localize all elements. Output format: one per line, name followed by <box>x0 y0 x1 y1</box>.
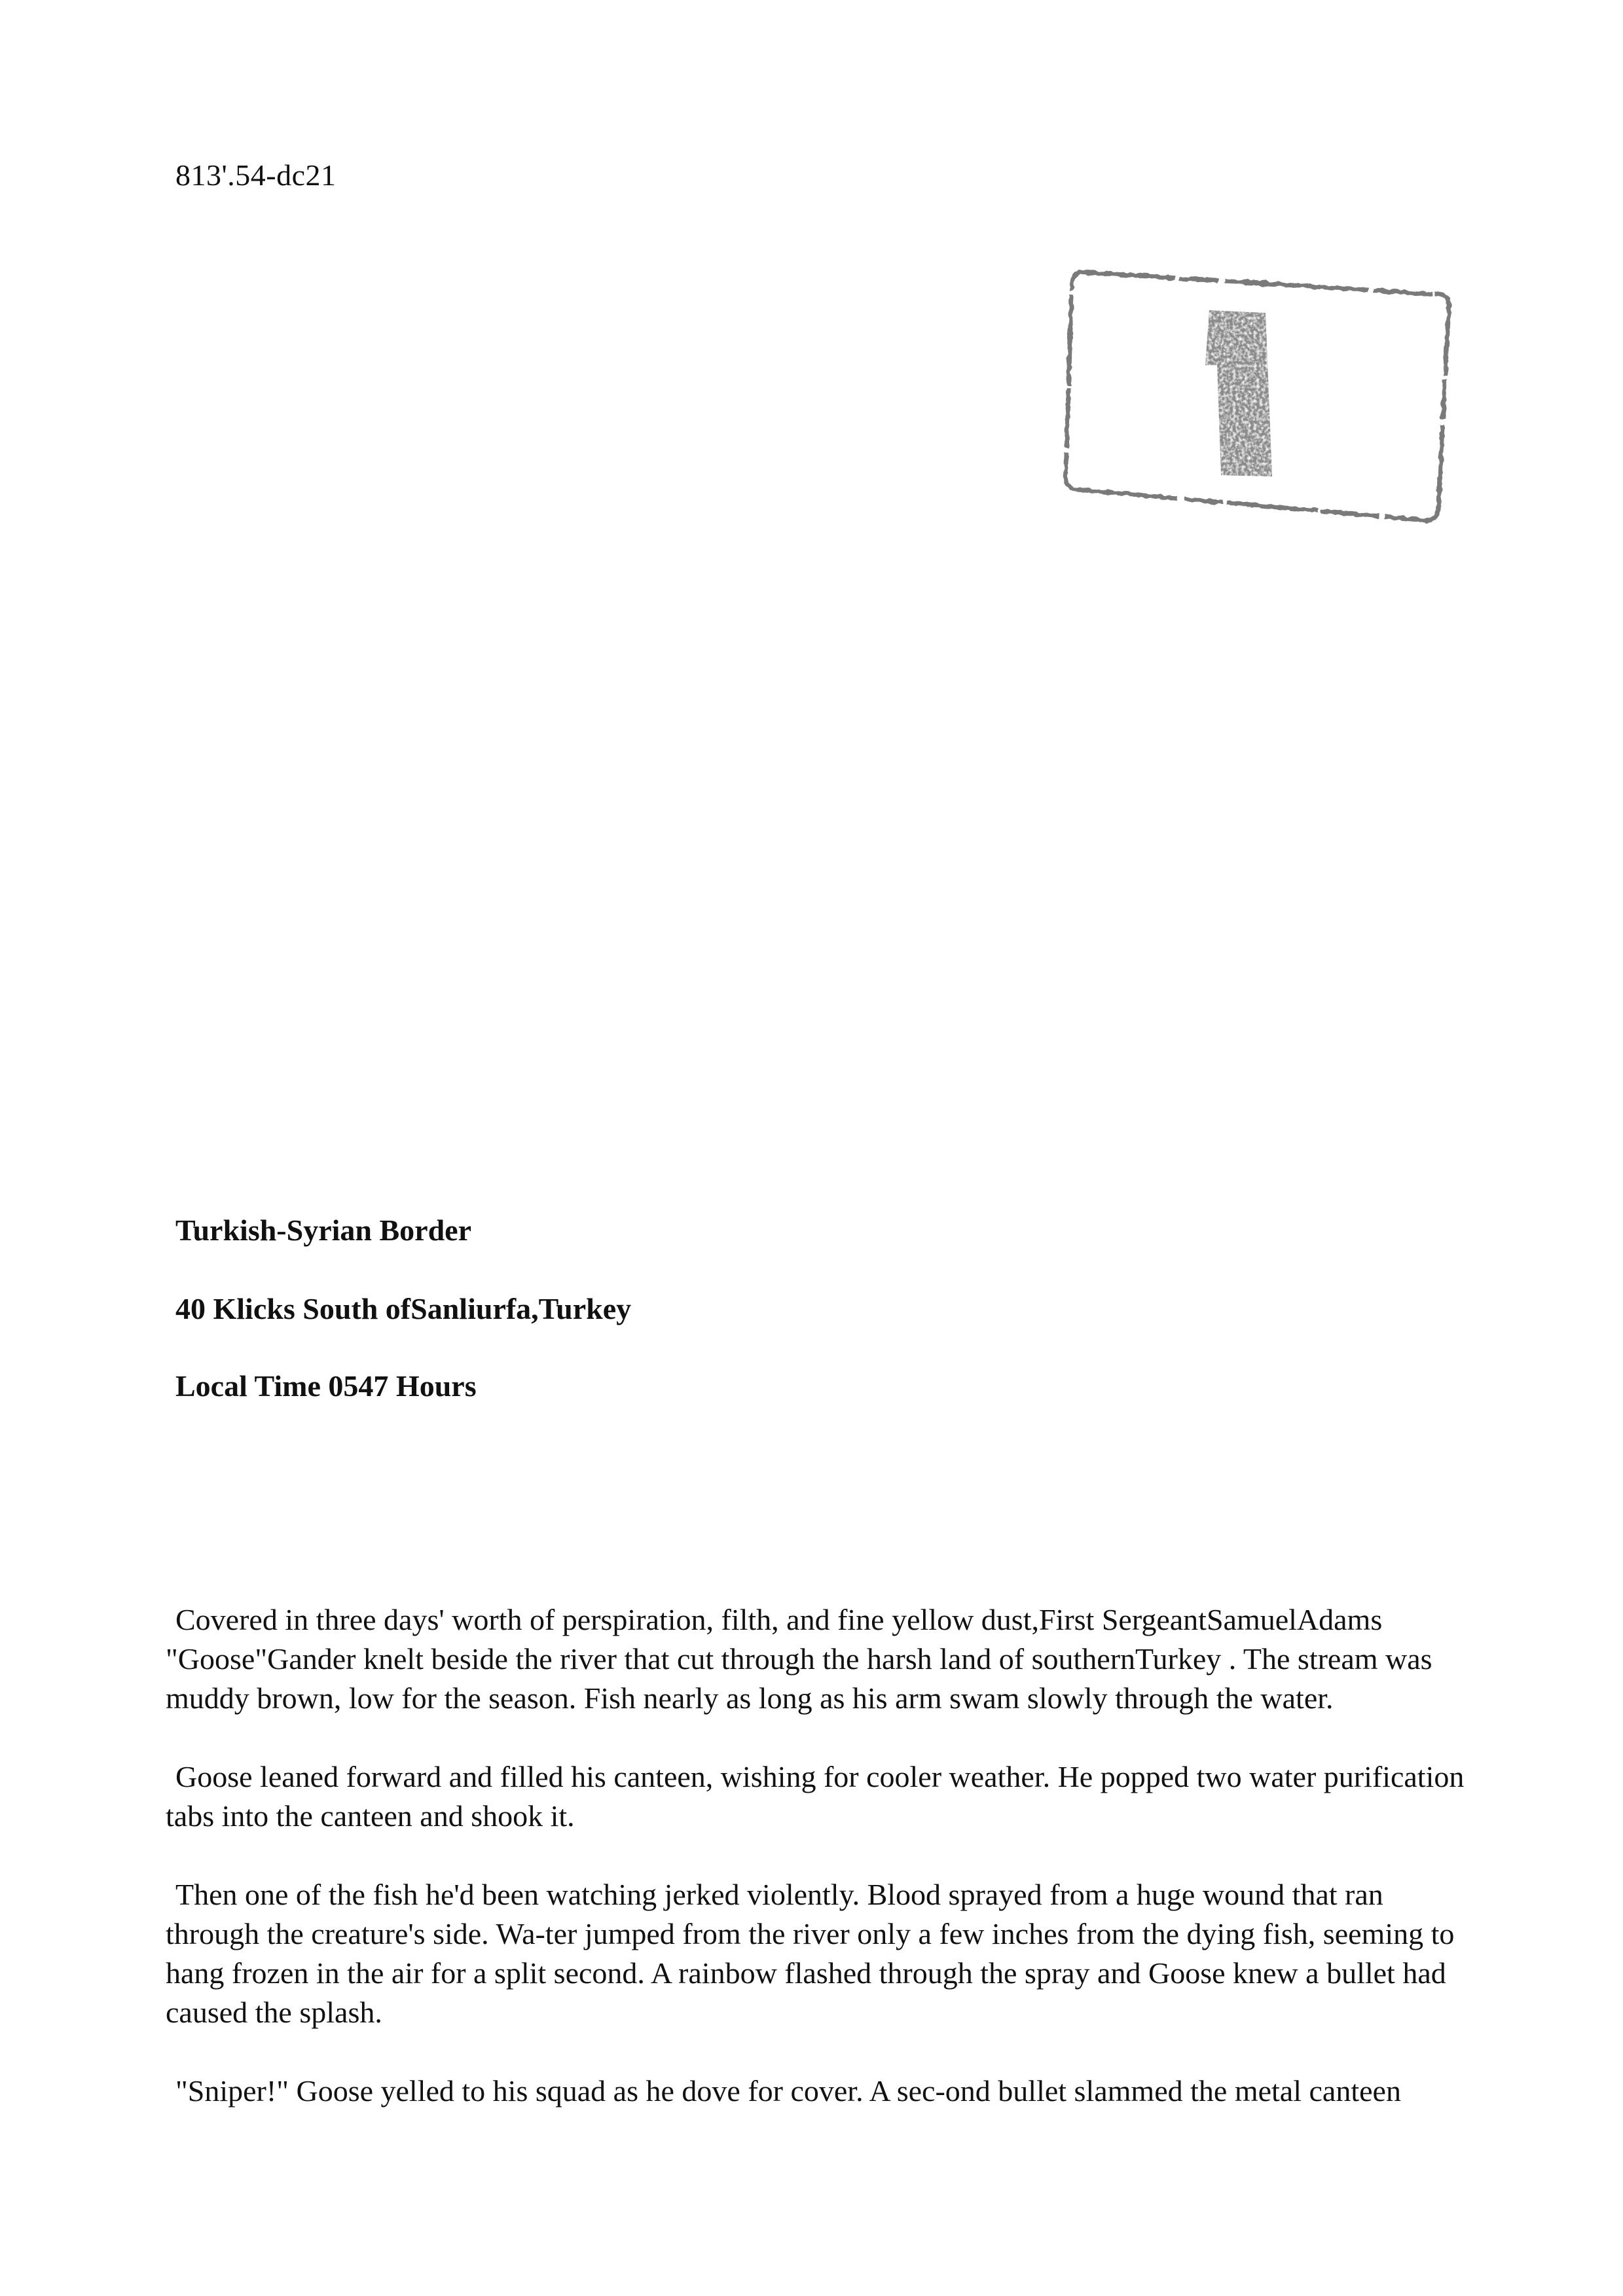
catalog-number: 813'.54-dc21 <box>175 158 337 192</box>
distance-heading: 40 Klicks South ofSanliurfa,Turkey <box>175 1292 632 1325</box>
chapter-number-stamp-icon <box>1057 260 1457 535</box>
chapter-body <box>166 1600 1475 2150</box>
stamp-digit <box>1205 310 1272 476</box>
time-heading: Local Time 0547 Hours <box>175 1369 477 1403</box>
paragraph: Then one of the fish he'd been watching jerked violently. Blood sprayed from a huge wound that ran through the creature's side. Wa-ter jumped from the river only a few inches from the dying fish, seeming to hang frozen in the air for a split second. A rainbow flashed through the spray and Goose knew a bullet had caused the splash. <box>166 1878 1455 2029</box>
paragraph: Goose leaned forward and filled his canteen, wishing for cooler weather. He popped two water purification tabs into the canteen and shook it. <box>166 1760 1465 1833</box>
location-heading: Turkish-Syrian Border <box>175 1213 472 1247</box>
paragraph: "Sniper!" Goose yelled to his squad as he dove for cover. A sec-ond bullet slammed the metal canteen <box>175 2074 1401 2108</box>
paragraph: Covered in three days' worth of perspiration, filth, and fine yellow dust,First SergeantSamuelAdams "Goose"Gander knelt beside the river that cut through the harsh land of southernTurkey . The stream was muddy brown, low for the season. Fish nearly as long as his arm swam slowly through the water. <box>166 1603 1432 1715</box>
